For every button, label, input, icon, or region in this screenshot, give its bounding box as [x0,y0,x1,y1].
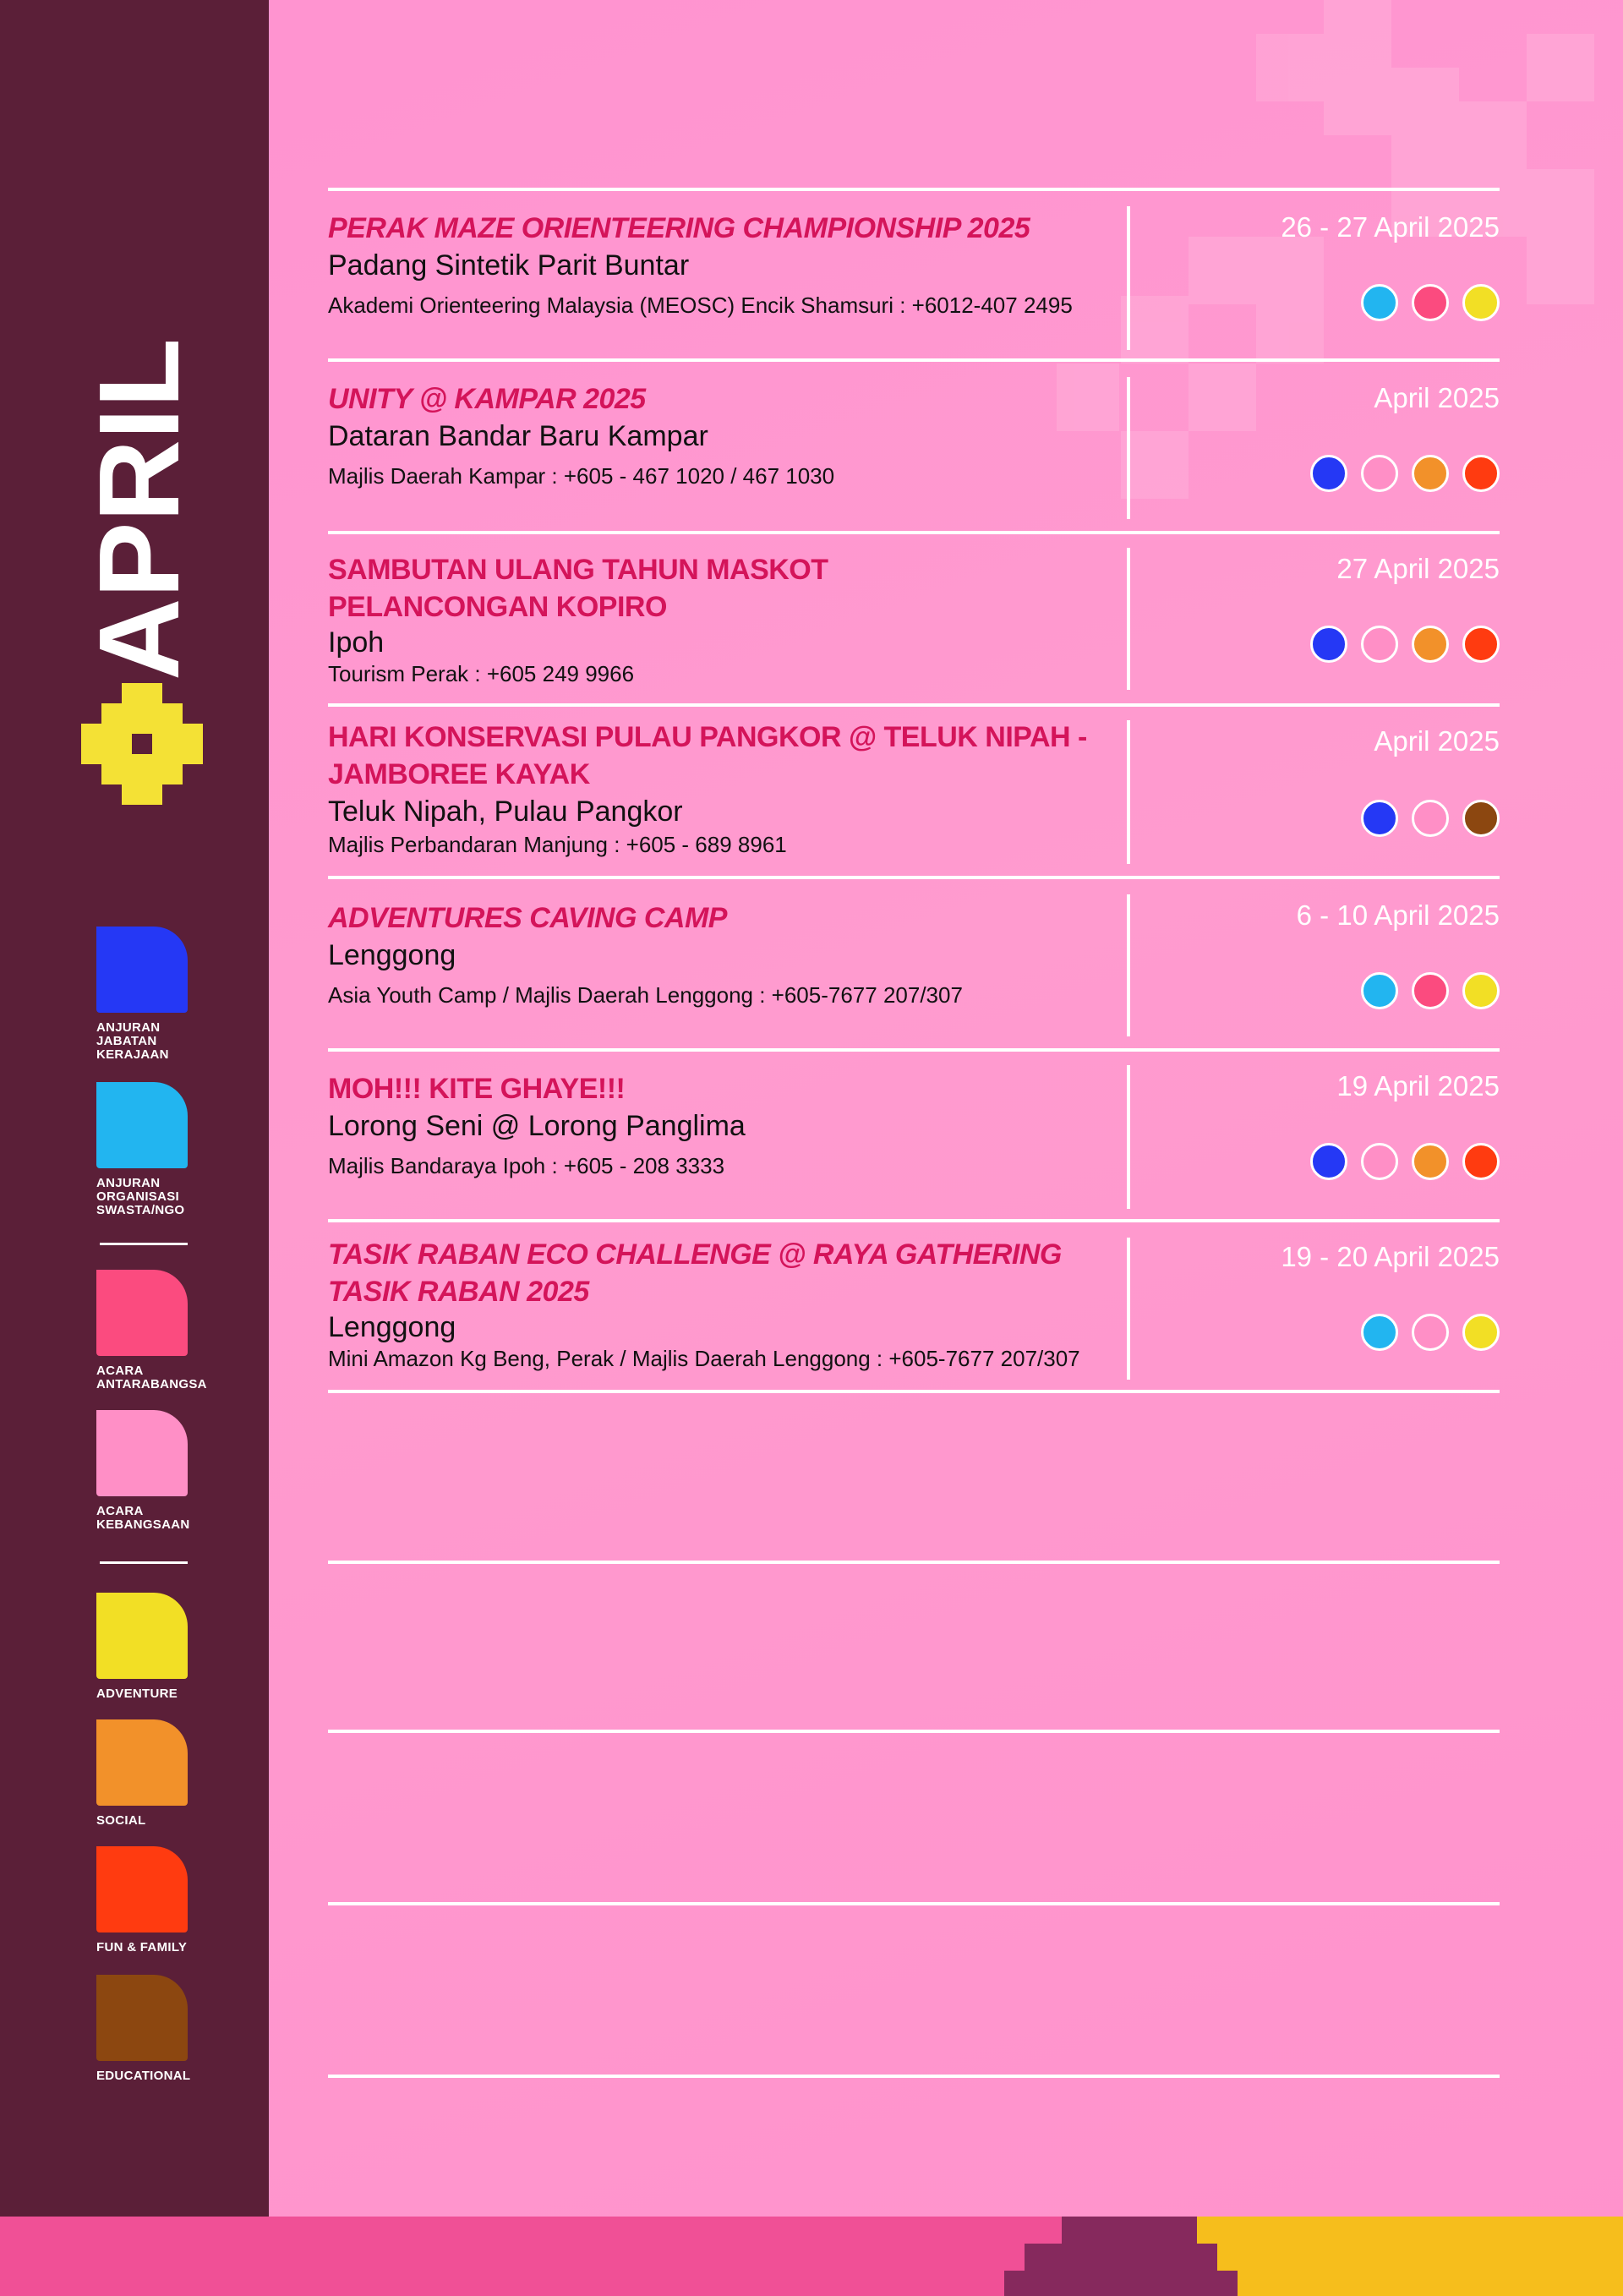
event-contact: Majlis Bandaraya Ipoh : +605 - 208 3333 [328,1153,725,1178]
tag-dot-national [1361,455,1398,492]
event-date: 19 - 20 April 2025 [1281,1241,1500,1272]
event-tags [1361,1314,1500,1351]
tag-dot-adventure [1462,1314,1500,1351]
event-tags [1310,455,1500,492]
legend-label: SOCIAL [96,1813,146,1828]
legend-swatch-national [96,1410,188,1496]
event-venue: Dataran Bandar Baru Kampar [328,420,708,452]
tag-dot-social [1412,455,1449,492]
event-contact: Tourism Perak : +605 249 9966 [328,661,635,686]
column-divider [1127,377,1130,519]
row-divider [328,703,1500,707]
event-title: TASIK RABAN ECO CHALLENGE @ RAYA GATHERING TASIK RABAN 2025 [328,1238,1062,1308]
legend-label: ADVENTURE [96,1686,178,1701]
row-divider [328,1048,1500,1052]
legend-national [96,1410,190,1532]
event-contact: Akademi Orienteering Malaysia (MEOSC) Encik Shamsuri : +6012-407 2495 [328,292,1073,318]
event-title: MOH!!! KITE GHAYE!!! [328,1073,626,1105]
event-title: ADVENTURES CAVING CAMP [328,902,727,934]
legend-label: ACARA KEBANGSAAN [96,1504,190,1532]
legend-divider [100,1243,188,1245]
tag-dot-educational [1462,800,1500,837]
event-title: UNITY @ KAMPAR 2025 [328,383,646,415]
column-divider [1127,1238,1130,1380]
tag-dot-fun-family [1462,1143,1500,1180]
tag-dot-national [1412,1314,1449,1351]
event-entry [328,1070,1123,1180]
cross-star-icon [81,683,203,805]
column-divider [1127,206,1130,350]
row-divider [328,1730,1500,1733]
event-contact: Majlis Daerah Kampar : +605 - 467 1020 / 467 1030 [328,463,835,489]
tag-dot-government [1310,626,1347,663]
tag-dot-government [1310,455,1347,492]
tag-dot-social [1412,626,1449,663]
legend-swatch-private [96,1082,188,1168]
event-entry [328,719,1123,859]
row-divider [328,1219,1500,1222]
column-divider [1127,894,1130,1036]
event-venue: Lenggong [328,1311,456,1343]
event-title: PERAK MAZE ORIENTEERING CHAMPIONSHIP 2025 [328,212,1030,244]
event-date: 6 - 10 April 2025 [1296,899,1500,931]
event-date: April 2025 [1374,382,1500,413]
tag-dot-adventure [1462,972,1500,1009]
event-venue: Ipoh [328,626,385,659]
row-divider [328,1390,1500,1393]
event-venue: Padang Sintetik Parit Buntar [328,249,690,282]
row-divider [328,188,1500,191]
row-divider [328,1561,1500,1564]
event-entry [328,380,1123,490]
event-tags [1361,284,1500,321]
tag-dot-fun-family [1462,626,1500,663]
legend-government [96,927,188,1062]
row-divider [328,531,1500,534]
legend-educational [96,1975,190,2083]
legend-label: ANJURAN ORGANISASI SWASTA/NGO [96,1176,185,1217]
legend-divider [100,1561,188,1564]
legend-private [96,1082,188,1217]
event-contact: Asia Youth Camp / Majlis Daerah Lenggong : +605-7677 207/307 [328,982,963,1008]
legend-international [96,1270,207,1391]
month-heading-wrap [75,338,203,681]
tag-dot-social [1412,1143,1449,1180]
event-entry [328,899,1123,1009]
event-entry [328,210,1123,320]
event-contact: Majlis Perbandaran Manjung : +605 - 689 8961 [328,832,787,857]
legend-label: FUN & FAMILY [96,1940,188,1954]
column-divider [1127,720,1130,864]
event-venue: Lenggong [328,939,456,971]
legend-label: EDUCATIONAL [96,2069,191,2083]
legend-swatch-adventure [96,1593,188,1679]
event-entry [328,551,1123,688]
event-tags [1361,972,1500,1009]
legend-swatch-government [96,927,188,1013]
row-divider [328,2075,1500,2078]
event-tags [1310,1143,1500,1180]
event-date: 19 April 2025 [1336,1070,1500,1102]
column-divider [1127,1065,1130,1209]
tag-dot-national [1412,800,1449,837]
month-heading: APRIL [75,338,203,681]
tag-dot-government [1361,800,1398,837]
event-tags [1310,626,1500,663]
row-divider [328,358,1500,362]
legend-label: ANJURAN JABATAN KERAJAAN [96,1020,169,1062]
event-date: 26 - 27 April 2025 [1281,211,1500,243]
tag-dot-private [1361,972,1398,1009]
legend-label: ACARA ANTARABANGSA [96,1364,207,1391]
event-title: SAMBUTAN ULANG TAHUN MASKOT PELANCONGAN KOPIRO [328,554,828,623]
event-entry [328,1236,1123,1373]
row-divider [328,1902,1500,1905]
row-divider [328,876,1500,879]
legend-swatch-international [96,1270,188,1356]
legend-swatch-social [96,1719,188,1806]
tag-dot-government [1310,1143,1347,1180]
column-divider [1127,548,1130,690]
event-venue: Teluk Nipah, Pulau Pangkor [328,795,683,828]
tag-dot-adventure [1462,284,1500,321]
legend-fun-family [96,1846,188,1954]
legend-adventure [96,1593,188,1701]
bottom-decorative-band [0,2217,1623,2296]
sidebar [0,0,269,2217]
tag-dot-national [1361,626,1398,663]
tag-dot-fun-family [1462,455,1500,492]
tag-dot-private [1361,284,1398,321]
tag-dot-international [1412,284,1449,321]
event-contact: Mini Amazon Kg Beng, Perak / Majlis Daerah Lenggong : +605-7677 207/307 [328,1346,1080,1371]
legend-social [96,1719,188,1828]
tag-dot-national [1361,1143,1398,1180]
event-date: 27 April 2025 [1336,553,1500,584]
legend-swatch-educational [96,1975,188,2061]
event-venue: Lorong Seni @ Lorong Panglima [328,1110,746,1142]
event-tags [1361,800,1500,837]
tag-dot-private [1361,1314,1398,1351]
event-date: April 2025 [1374,725,1500,757]
event-title: HARI KONSERVASI PULAU PANGKOR @ TELUK NIPAH - JAMBOREE KAYAK [328,721,1087,790]
tag-dot-international [1412,972,1449,1009]
legend-swatch-fun-family [96,1846,188,1932]
